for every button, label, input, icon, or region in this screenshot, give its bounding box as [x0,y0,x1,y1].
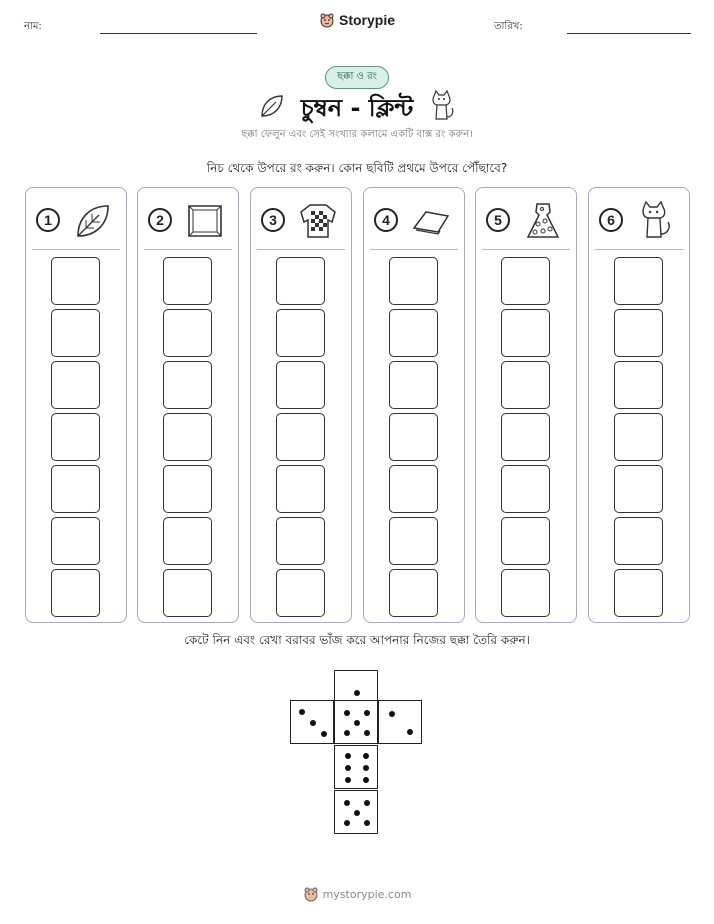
die-face-5 [334,790,378,834]
die-pip [345,753,351,759]
activity-badge: ছক্কা ও রং [325,66,389,89]
column-4 [363,187,465,623]
die-pip [407,729,413,735]
die-pip [344,820,350,826]
column-header [589,200,689,240]
color-box[interactable] [614,413,663,461]
color-box[interactable] [389,309,438,357]
color-box[interactable] [614,465,663,513]
column-header [251,200,351,240]
column-number: 5 [486,208,510,232]
color-box[interactable] [163,309,212,357]
color-box[interactable] [276,309,325,357]
color-box[interactable] [501,413,550,461]
die-face-5 [334,700,378,744]
cat-icon [635,200,677,242]
color-box[interactable] [51,361,100,409]
leaf-icon [72,200,114,242]
column-divider [595,249,683,250]
color-box[interactable] [276,465,325,513]
die-pip [364,800,370,806]
die-pip [344,800,350,806]
die-pip [344,730,350,736]
die-pip [389,711,395,717]
die-pip [364,730,370,736]
color-box[interactable] [501,465,550,513]
color-box[interactable] [276,257,325,305]
name-label: নাম: [24,21,42,32]
color-box[interactable] [163,257,212,305]
column-1 [25,187,127,623]
cut-instruction: কেটে নিন এবং রেখা বরাবর ভাঁজ করে আপনার নিজের ছক্কা তৈরি করুন। [184,633,530,647]
color-box[interactable] [51,517,100,565]
page-title: চুম্বন - ক্লিন্ট [300,94,414,122]
die-pip [363,753,369,759]
color-box[interactable] [51,257,100,305]
column-3 [250,187,352,623]
footer-logo-icon [303,886,319,902]
instruction: নিচ থেকে উপরে রং করুন। কোন ছবিটি প্রথমে উপরে পৌঁছাবে? [206,161,508,175]
color-box[interactable] [614,517,663,565]
die-pip [354,810,360,816]
die-pip [344,710,350,716]
color-box[interactable] [163,361,212,409]
column-6 [588,187,690,623]
column-number: 1 [36,208,60,232]
color-box[interactable] [389,569,438,617]
column-divider [370,249,458,250]
column-divider [257,249,345,250]
color-box[interactable] [501,361,550,409]
column-2 [137,187,239,623]
color-box[interactable] [501,569,550,617]
color-box[interactable] [276,413,325,461]
color-box[interactable] [389,465,438,513]
color-box[interactable] [614,569,663,617]
name-line [100,33,257,34]
storypie-logo-icon [319,12,335,28]
die-pip [299,709,305,715]
die-pip [363,765,369,771]
pillow-icon [184,200,226,242]
column-header [138,200,238,240]
die-face-3 [290,700,334,744]
brand [0,12,714,32]
column-header [364,200,464,240]
color-box[interactable] [614,257,663,305]
die-pip [354,720,360,726]
die-pip [364,820,370,826]
column-header [476,200,576,240]
color-box[interactable] [276,569,325,617]
column-number: 4 [374,208,398,232]
die-pip [321,731,327,737]
column-divider [32,249,120,250]
sweater-icon [297,200,339,242]
column-divider [144,249,232,250]
brand-name: Storypie [338,12,395,28]
die-pip [364,710,370,716]
dress-icon [522,200,564,242]
die-pip [345,777,351,783]
cloth-icon [410,200,452,242]
color-box[interactable] [163,569,212,617]
color-box[interactable] [501,257,550,305]
color-box[interactable] [276,361,325,409]
color-box[interactable] [614,361,663,409]
column-divider [482,249,570,250]
color-box[interactable] [51,569,100,617]
column-number: 6 [599,208,623,232]
footer-url[interactable]: mystorypie.com [322,887,412,901]
color-box[interactable] [501,517,550,565]
color-box[interactable] [389,517,438,565]
column-number: 3 [261,208,285,232]
color-box[interactable] [389,361,438,409]
color-box[interactable] [51,309,100,357]
date-label: তারিখ: [494,21,523,32]
color-box[interactable] [51,413,100,461]
color-box[interactable] [163,413,212,461]
leaf-icon [258,92,286,120]
cat-icon [428,90,456,122]
date-line [567,33,691,34]
title-row [0,90,714,130]
die-pip [310,720,316,726]
color-box[interactable] [276,517,325,565]
color-box[interactable] [389,257,438,305]
die-pip [354,690,360,696]
column-header [26,200,126,240]
color-box[interactable] [163,517,212,565]
die-pip [363,777,369,783]
subtitle: ছক্কা ফেলুন এবং সেই সংখ্যার কলামে একটি বাক্স রং করুন। [241,129,473,140]
color-box[interactable] [51,465,100,513]
color-box[interactable] [163,465,212,513]
color-box[interactable] [501,309,550,357]
column-number: 2 [148,208,172,232]
column-5 [475,187,577,623]
die-pip [345,765,351,771]
die-face-6 [334,745,378,789]
footer [0,886,714,906]
die-face-2 [378,700,422,744]
color-box[interactable] [614,309,663,357]
color-box[interactable] [389,413,438,461]
